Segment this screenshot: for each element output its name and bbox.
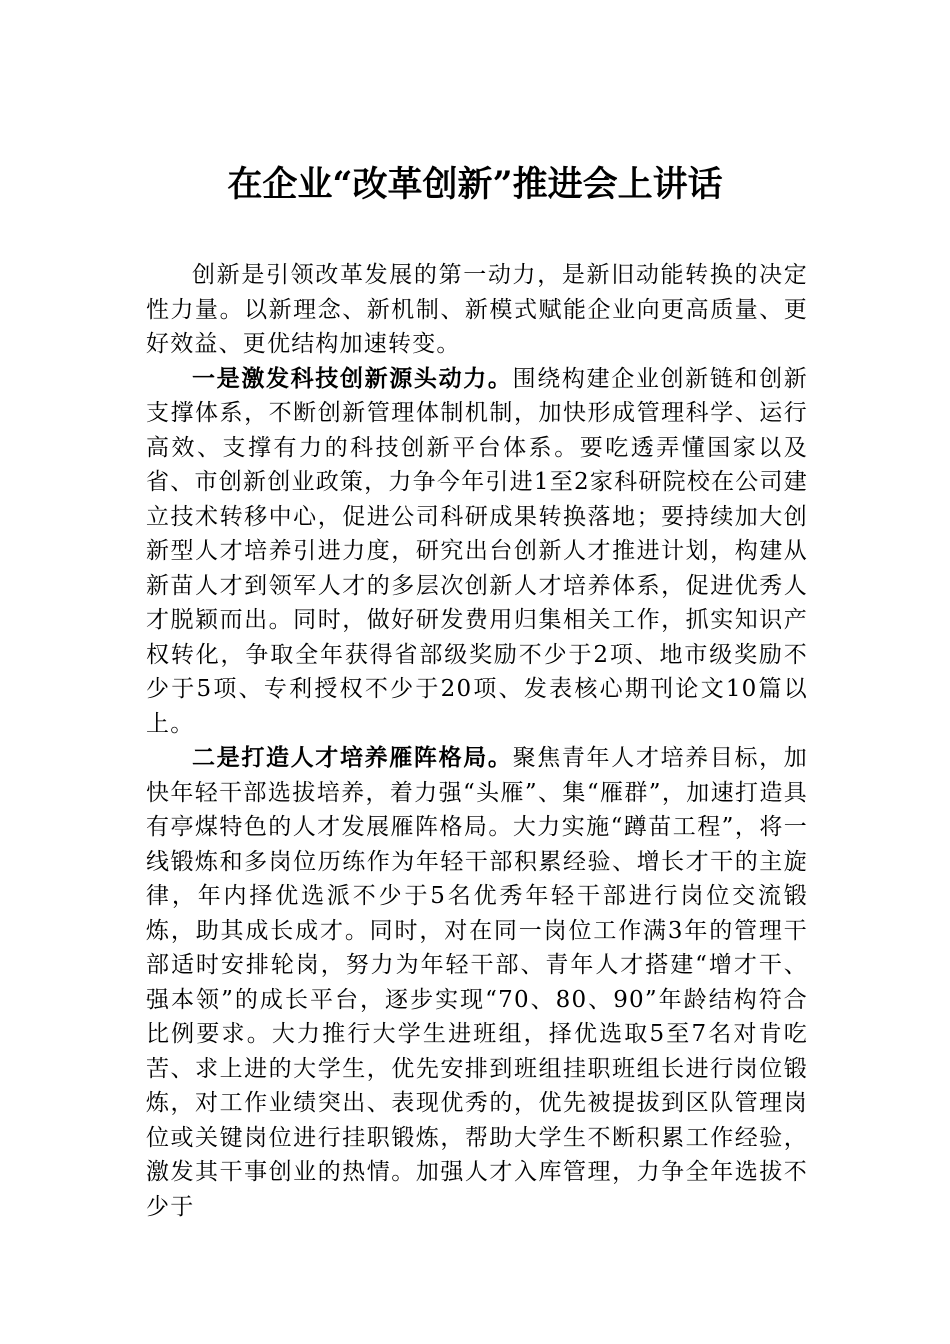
- paragraph-tech-innovation: [146, 362, 808, 742]
- paragraph-intro: [146, 258, 808, 362]
- paragraph-lead: 一是激发科技创新源头动力。: [192, 364, 513, 392]
- document-body: [146, 258, 808, 1224]
- paragraph-talent-cultivation: [146, 741, 808, 1224]
- paragraph-text: 聚焦青年人才培养目标，加快年轻干部选拔培养，着力强“头雁”、集“雁群”，加速打造具有亭煤特色的人才发展雁阵格局。大力实施“蹲苗工程”，将一线锻炼和多岗位历练作为年轻干部积累经验、增长才干的主旋律，年内择优选派不少于5名优秀年轻干部进行岗位交流锻炼，助其成长成才。同时，对在同一岗位工作满3年的管理干部适时安排轮岗，努力为年轻干部、青年人才搭建“增才干、强本领”的成长平台，逐步实现“70、80、90”年龄结构符合比例要求。大力推行大学生进班组，择优选取5至7名对肯吃苦、求上进的大学生，优先安排到班组挂职班组长进行岗位锻炼，对工作业绩突出、表现优秀的，优先被提拔到区队管理岗位或关键岗位进行挂职锻炼，帮助大学生不断积累工作经验，激发其干事创业的热情。加强人才入库管理，力争全年选拔不少于: [146, 745, 808, 1220]
- paragraph-lead: 二是打造人才培养雁阵格局。: [192, 744, 513, 771]
- paragraph-text: 围绕构建企业创新链和创新支撑体系，不断创新管理体制机制，加快形成管理科学、运行高效、支撑有力的科技创新平台体系。要吃透弄懂国家以及省、市创新创业政策，力争今年引进1至2家科研院校在公司建立技术转移中心，促进公司科研成果转换落地；要持续加大创新型人才培养引进力度，研究出台创新人才推进计划，构建从新苗人才到领军人才的多层次创新人才培养体系，促进优秀人才脱颖而出。同时，做好研发费用归集相关工作，抓实知识产权转化，争取全年获得省部级奖励不少于2项、地市级奖励不少于5项、专利授权不少于20项、发表核心期刊论文10篇以上。: [146, 365, 808, 737]
- paragraph-text: 创新是引领改革发展的第一动力，是新旧动能转换的决定性力量。以新理念、新机制、新模式赋能企业向更高质量、更好效益、更优结构加速转变。: [146, 262, 808, 357]
- document-title: 在企业“改革创新”推进会上讲话: [227, 164, 723, 205]
